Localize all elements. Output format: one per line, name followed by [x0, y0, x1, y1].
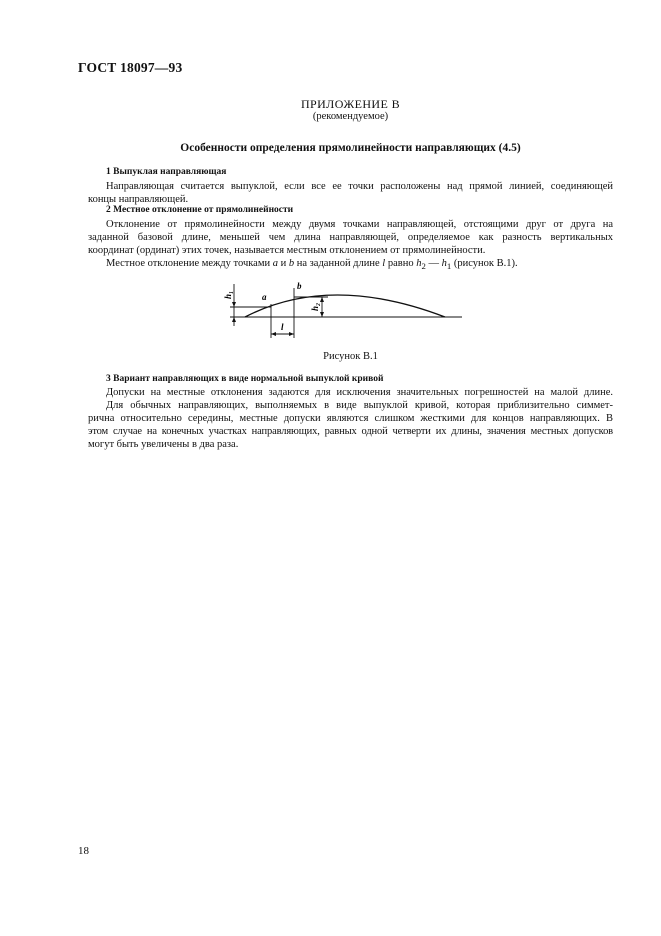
formula-l: l	[382, 258, 386, 269]
section-3-heading: 3 Вариант направляющих в виде нормальной выпуклой кривой	[106, 374, 384, 384]
section-1-line: Направляющая считается выпуклой, если все ее точки расположены над прямой линией, соединяющей	[106, 181, 613, 192]
formula-prefix: Местное отклонение между точками	[106, 258, 273, 269]
section-3-line: рична относительно середины, местные допуски являются слишком жесткими для концов направляющих. В	[88, 413, 613, 424]
section-2-formula-line	[88, 257, 613, 273]
label-h1: h₁	[223, 290, 233, 299]
label-b: b	[297, 281, 302, 291]
formula-h2-sub: 2	[421, 261, 426, 272]
section-3-line: этом случае на конечных участках направляющих, равных одной четверти их длины, значения местных допусков	[88, 426, 613, 437]
convex-curve	[245, 295, 445, 317]
section-3-line: Допуски на местные отклонения задаются для исключения значительных погрешностей на малой длине.	[106, 387, 613, 398]
section-1-line: концы направляющей.	[88, 194, 189, 205]
formula-h2: h	[416, 258, 422, 269]
label-a: a	[262, 292, 267, 302]
section-2-line: Отклонение от прямолинейности между двумя точками направляющей, отстоящими друг от друга на	[106, 219, 613, 230]
document-id: ГОСТ 18097—93	[78, 60, 183, 75]
formula-mid: на заданной длине	[294, 258, 383, 269]
section-2-line: заданной базовой длине, меньшей чем длина направляющей, определяемое как разность вертикальных	[88, 232, 613, 243]
formula-h1: h	[441, 258, 447, 269]
section-2-line: координат (ординат) этих точек, называется местным отклонением от прямолинейности.	[88, 245, 486, 256]
formula-and: и	[277, 258, 289, 269]
formula-suffix: (рисунок В.1).	[451, 258, 518, 269]
section-2-heading: 2 Местное отклонение от прямолинейности	[106, 205, 294, 215]
section-1-text	[88, 180, 613, 206]
main-title: Особенности определения прямолинейности направляющих (4.5)	[180, 142, 521, 154]
figure-b1-diagram	[215, 278, 465, 344]
section-3-line: Для обычных направляющих, выполняемых в виде выпуклой кривой, которая приблизительно симмет-	[106, 400, 613, 411]
formula-h1-sub: 1	[446, 261, 452, 272]
appendix-title: ПРИЛОЖЕНИЕ В	[300, 97, 401, 111]
section-2-text	[88, 218, 613, 257]
section-3-line: могут быть увеличены в два раза.	[88, 439, 239, 450]
section-3-text	[88, 386, 613, 451]
formula-minus: —	[425, 258, 442, 269]
label-l: l	[281, 322, 284, 332]
formula-eq: равно	[385, 258, 417, 269]
formula-a: a	[272, 258, 278, 269]
appendix-subtitle: (рекомендуемое)	[312, 111, 389, 122]
figure-caption: Рисунок В.1	[323, 351, 378, 362]
label-h2: h₂	[310, 302, 320, 311]
section-1-heading: 1 Выпуклая направляющая	[106, 167, 227, 177]
formula-b: b	[288, 258, 295, 269]
page-number: 18	[78, 845, 89, 857]
